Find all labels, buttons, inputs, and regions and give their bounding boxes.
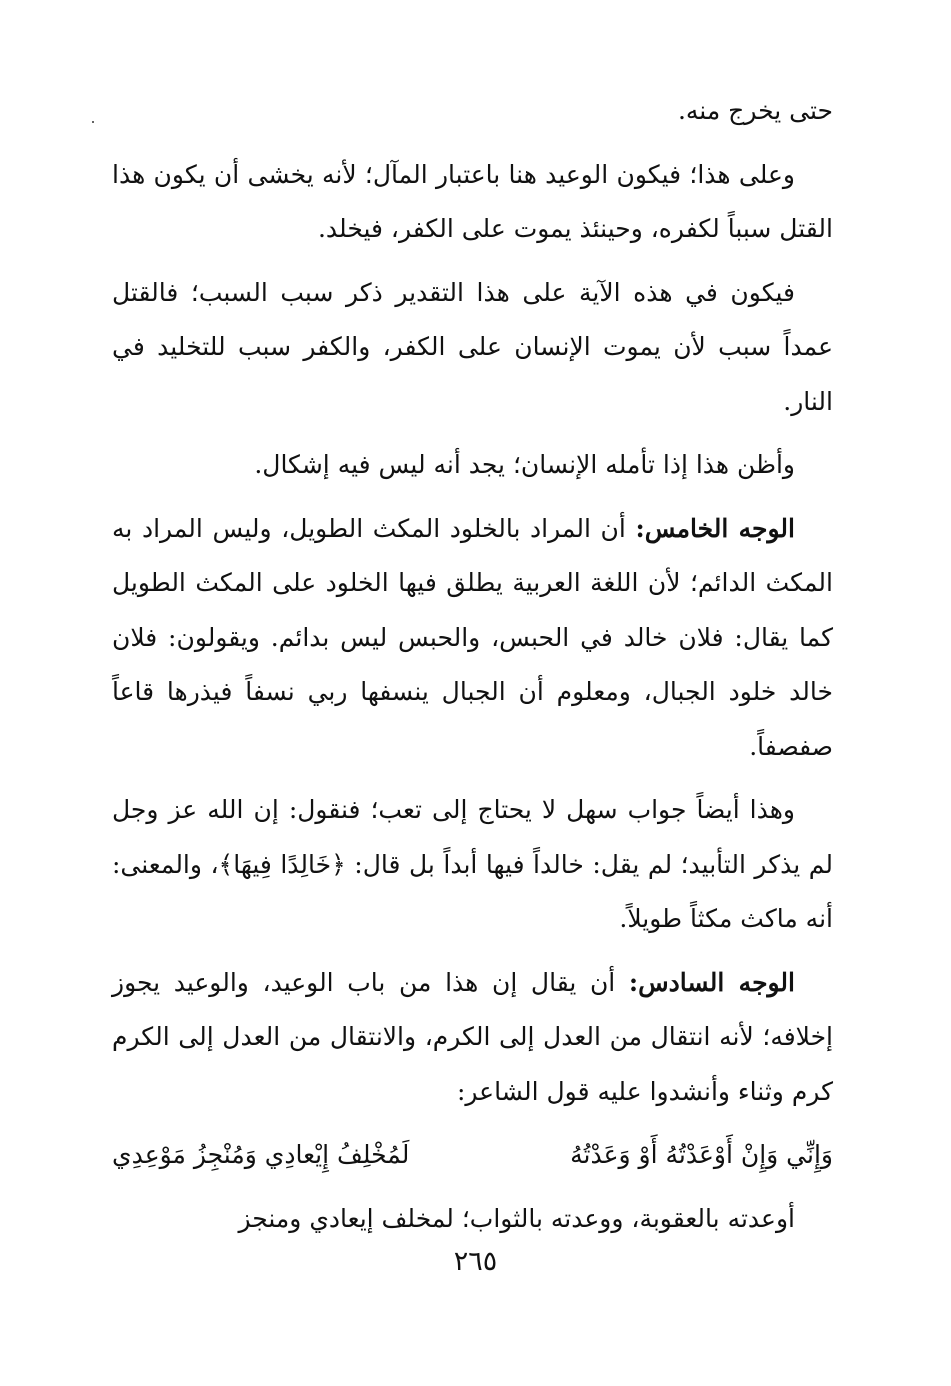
section-heading-fifth: الوجه الخامس:: [635, 513, 795, 543]
page-number: ٢٦٥: [453, 1246, 498, 1277]
paragraph-7-text: أن يقال إن هذا من باب الوعيد، والوعيد يجوز إخلافه؛ لأنه انتقال من العدل إلى الكرم، والانتقال من العدل إلى الكرم كرم وثناء وأنشدوا عليه قول الشاعر:: [112, 967, 833, 1106]
page-body: [112, 84, 833, 1255]
paragraph-2: وعلى هذا؛ فيكون الوعيد هنا باعتبار المآل؛ لأنه يخشى أن يكون هذا القتل سبباً لكفره، وحينئذ يموت على الكفر، فيخلد.: [112, 159, 833, 243]
paragraph-5: [112, 502, 833, 775]
verse-second-hemistich: لَمُخْلِفُ إِيْعادِي وَمُنْجِزُ مَوْعِدِي: [112, 1140, 410, 1169]
paragraph-3: فيكون في هذه الآية على هذا التقدير ذكر سبب السبب؛ فالقتل عمداً سبب لأن يموت الإنسان على الكفر، والكفر سبب للتخليد في النار.: [112, 277, 833, 416]
paragraph-8: أوعدته بالعقوبة، ووعدته بالثواب؛ لمخلف إيعادي ومنجز: [238, 1203, 795, 1233]
verse-first-hemistich: وَإِنِّي وَإِنْ أَوْعَدْتُهُ أَوْ وَعَدْتُهُ: [570, 1140, 833, 1169]
section-heading-sixth: الوجه السادس:: [628, 967, 796, 997]
paragraph-7: [112, 956, 833, 1120]
paragraph-4: وأظن هذا إذا تأمله الإنسان؛ يجد أنه ليس فيه إشكال.: [254, 450, 795, 479]
paragraph-5-text: أن المراد بالخلود المكث الطويل، وليس المراد به المكث الدائم؛ لأن اللغة العربية يطلق فيها الخلود على المكث الطويل كما يقال: فلان خالد في الحبس، والحبس ليس بدائم. ويقولون: فلان خالد خلود الجبال، ومعلوم أن الجبال ينسفها ربي نسفاً فيذرها قاعاً صفصفاً.: [112, 513, 833, 761]
paragraph-1: حتى يخرج منه.: [677, 96, 833, 125]
scan-speck: [92, 121, 94, 123]
poetry-verse: [112, 1128, 833, 1183]
paragraph-6: وهذا أيضاً جواب سهل لا يحتاج إلى تعب؛ فنقول: إن الله عز وجل لم يذكر التأبيد؛ لم يقل: خالداً فيها أبداً بل قال: ﴿خَالِدًا فِيهَا﴾، والمعنى: أنه ماكث مكثاً طويلاً.: [112, 795, 833, 933]
